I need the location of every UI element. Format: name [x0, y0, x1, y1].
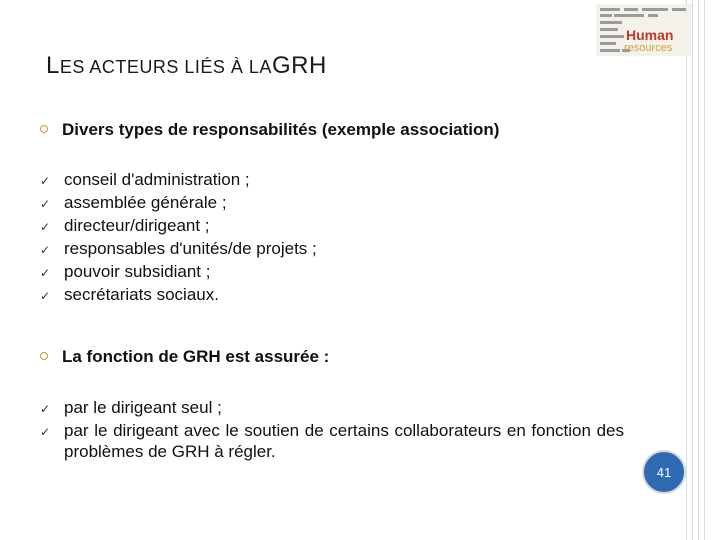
human-resources-logo: [596, 4, 692, 56]
list-item: [40, 238, 317, 261]
list-item: [40, 284, 317, 307]
list-item: [40, 397, 624, 420]
list-item: [40, 192, 317, 215]
checkmark-icon: ✓: [40, 243, 51, 257]
section-heading-row: [40, 120, 499, 140]
decorative-rail: [686, 0, 687, 540]
grh-list: [40, 397, 624, 462]
checkmark-icon: ✓: [40, 402, 51, 416]
list-item-text: responsables d'unités/de projets ;: [64, 239, 317, 258]
decorative-rail: [704, 0, 705, 540]
list-item-text: pouvoir subsidiant ;: [64, 262, 211, 281]
list-item-text: par le dirigeant seul ;: [64, 398, 222, 417]
decorative-rail: [692, 0, 693, 540]
responsibility-list: [40, 169, 317, 307]
list-item-text: secrétariats sociaux.: [64, 285, 219, 304]
page-title: [46, 52, 327, 80]
title-initial: L: [46, 52, 60, 79]
list-item: [40, 420, 624, 462]
list-item-text: conseil d'administration ;: [64, 170, 250, 189]
list-item-text: directeur/dirigeant ;: [64, 216, 210, 235]
decorative-rail: [698, 0, 699, 540]
checkmark-icon: ✓: [40, 197, 51, 211]
circle-bullet-icon: [40, 352, 48, 360]
checkmark-icon: ✓: [40, 289, 51, 303]
checkmark-icon: ✓: [40, 425, 51, 439]
circle-bullet-icon: [40, 125, 48, 133]
page-number: 41: [656, 464, 672, 480]
title-end: GRH: [271, 52, 327, 79]
section-heading: Divers types de responsabilités (exemple association): [62, 120, 500, 139]
title-small-caps: ES ACTEURS LIÉS À LA: [59, 57, 272, 77]
list-item: [40, 261, 317, 284]
page-number-badge: [642, 450, 686, 494]
list-item-text: assemblée générale ;: [64, 193, 227, 212]
list-item: [40, 169, 317, 192]
list-item: [40, 215, 317, 238]
checkmark-icon: ✓: [40, 174, 51, 188]
section-heading-row: [40, 347, 329, 367]
checkmark-icon: ✓: [40, 266, 51, 280]
section-heading: La fonction de GRH est assurée :: [62, 347, 330, 366]
checkmark-icon: ✓: [40, 220, 51, 234]
logo-text-resources: resources: [624, 42, 673, 54]
logo-text-human: Human: [626, 27, 674, 43]
list-item-text: par le dirigeant avec le soutien de certains collaborateurs en fonction des problèmes de GRH à régler.: [64, 421, 624, 461]
